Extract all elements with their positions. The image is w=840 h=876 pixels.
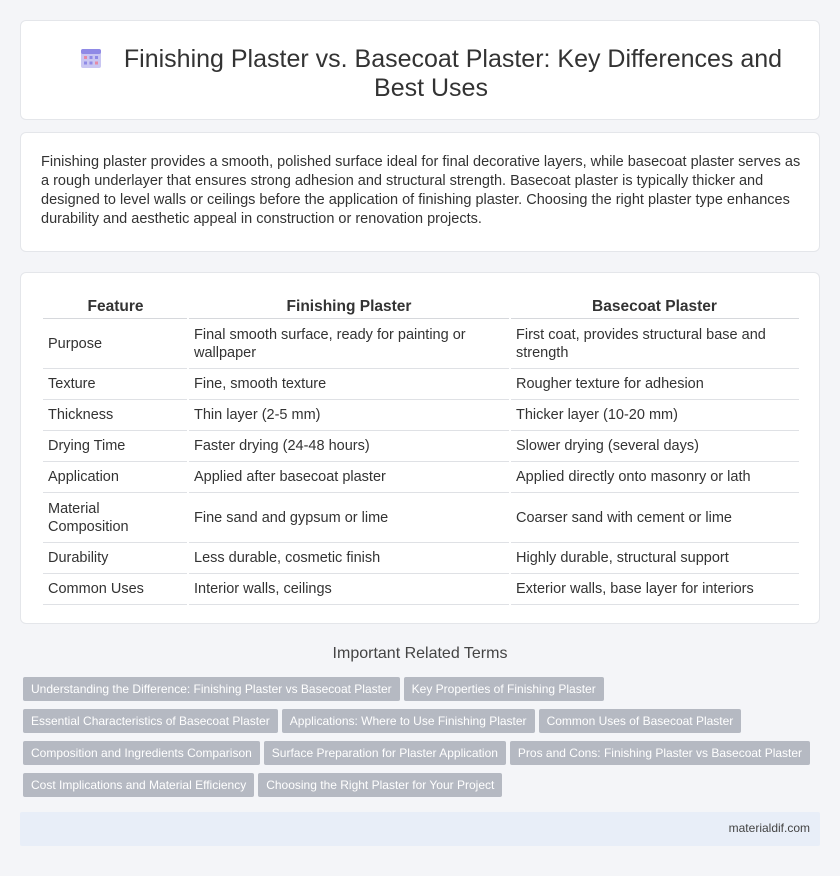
table-cell-finishing: Interior walls, ceilings xyxy=(188,574,510,605)
related-term-tag[interactable]: Choosing the Right Plaster for Your Project xyxy=(258,773,502,797)
related-term-tag[interactable]: Surface Preparation for Plaster Application xyxy=(264,741,506,765)
table-row xyxy=(43,543,799,574)
intro-paragraph: Finishing plaster provides a smooth, polished surface ideal for final decorative layers, while basecoat plaster serves as a rough underlayer that ensures strong adhesion and structural strength. Basecoat plaster is typically thicker and designed to level walls or ceilings before the application of finishing plaster. Choosing the right plaster type enhances durability and aesthetic appeal in construction or renovation projects. xyxy=(41,154,801,227)
tag-row xyxy=(23,741,823,773)
table-cell-basecoat: Rougher texture for adhesion xyxy=(510,369,799,400)
table-row xyxy=(43,319,799,369)
intro-card xyxy=(20,132,820,252)
table-cell-finishing: Applied after basecoat plaster xyxy=(188,462,510,493)
table-cell-finishing: Fine sand and gypsum or lime xyxy=(188,493,510,543)
table-cell-feature: Durability xyxy=(43,543,188,574)
related-terms-title: Important Related Terms xyxy=(332,645,508,662)
table-cell-basecoat: Highly durable, structural support xyxy=(510,543,799,574)
column-header-finishing: Finishing Plaster xyxy=(188,295,510,319)
title-card xyxy=(20,20,820,120)
table-cell-basecoat: Applied directly onto masonry or lath xyxy=(510,462,799,493)
related-term-tag[interactable]: Pros and Cons: Finishing Plaster vs Basecoat Plaster xyxy=(510,741,810,765)
column-header-feature: Feature xyxy=(43,295,188,319)
table-cell-basecoat: Slower drying (several days) xyxy=(510,431,799,462)
table-cell-feature: Texture xyxy=(43,369,188,400)
comparison-card xyxy=(20,272,820,624)
related-term-tag[interactable]: Common Uses of Basecoat Plaster xyxy=(539,709,742,733)
comparison-table xyxy=(43,295,799,605)
table-cell-finishing: Less durable, cosmetic finish xyxy=(188,543,510,574)
tag-row xyxy=(23,773,823,805)
related-term-tag[interactable]: Key Properties of Finishing Plaster xyxy=(404,677,604,701)
related-term-tag[interactable]: Composition and Ingredients Comparison xyxy=(23,741,260,765)
footer-site-link[interactable]: materialdif.com xyxy=(728,821,810,835)
table-cell-basecoat: Exterior walls, base layer for interiors xyxy=(510,574,799,605)
related-term-tag[interactable]: Essential Characteristics of Basecoat Plaster xyxy=(23,709,278,733)
table-cell-basecoat: Coarser sand with cement or lime xyxy=(510,493,799,543)
table-row xyxy=(43,462,799,493)
table-cell-feature: Drying Time xyxy=(43,431,188,462)
table-row xyxy=(43,574,799,605)
table-row xyxy=(43,431,799,462)
table-cell-feature: Purpose xyxy=(43,319,188,369)
table-row xyxy=(43,400,799,431)
table-cell-basecoat: Thicker layer (10-20 mm) xyxy=(510,400,799,431)
table-cell-feature: Material Composition xyxy=(43,493,188,543)
related-term-tag[interactable]: Understanding the Difference: Finishing Plaster vs Basecoat Plaster xyxy=(23,677,400,701)
page-title-text: Finishing Plaster vs. Basecoat Plaster: Key Differences and Best Uses xyxy=(123,45,783,102)
table-cell-feature: Common Uses xyxy=(43,574,188,605)
footer xyxy=(20,812,820,846)
table-cell-finishing: Fine, smooth texture xyxy=(188,369,510,400)
related-terms-list xyxy=(23,677,823,805)
table-cell-finishing: Thin layer (2-5 mm) xyxy=(188,400,510,431)
related-term-tag[interactable]: Applications: Where to Use Finishing Plaster xyxy=(282,709,535,733)
table-cell-finishing: Final smooth surface, ready for painting or wallpaper xyxy=(188,319,510,369)
table-row xyxy=(43,369,799,400)
column-header-basecoat: Basecoat Plaster xyxy=(510,295,799,319)
calendar-grid-icon xyxy=(80,47,102,69)
table-cell-feature: Thickness xyxy=(43,400,188,431)
table-header-row xyxy=(43,295,799,319)
tag-row xyxy=(23,709,823,741)
tag-row xyxy=(23,677,823,709)
table-cell-feature: Application xyxy=(43,462,188,493)
related-term-tag[interactable]: Cost Implications and Material Efficiency xyxy=(23,773,254,797)
page-title xyxy=(61,45,801,103)
table-row xyxy=(43,493,799,543)
table-cell-finishing: Faster drying (24-48 hours) xyxy=(188,431,510,462)
table-cell-basecoat: First coat, provides structural base and strength xyxy=(510,319,799,369)
